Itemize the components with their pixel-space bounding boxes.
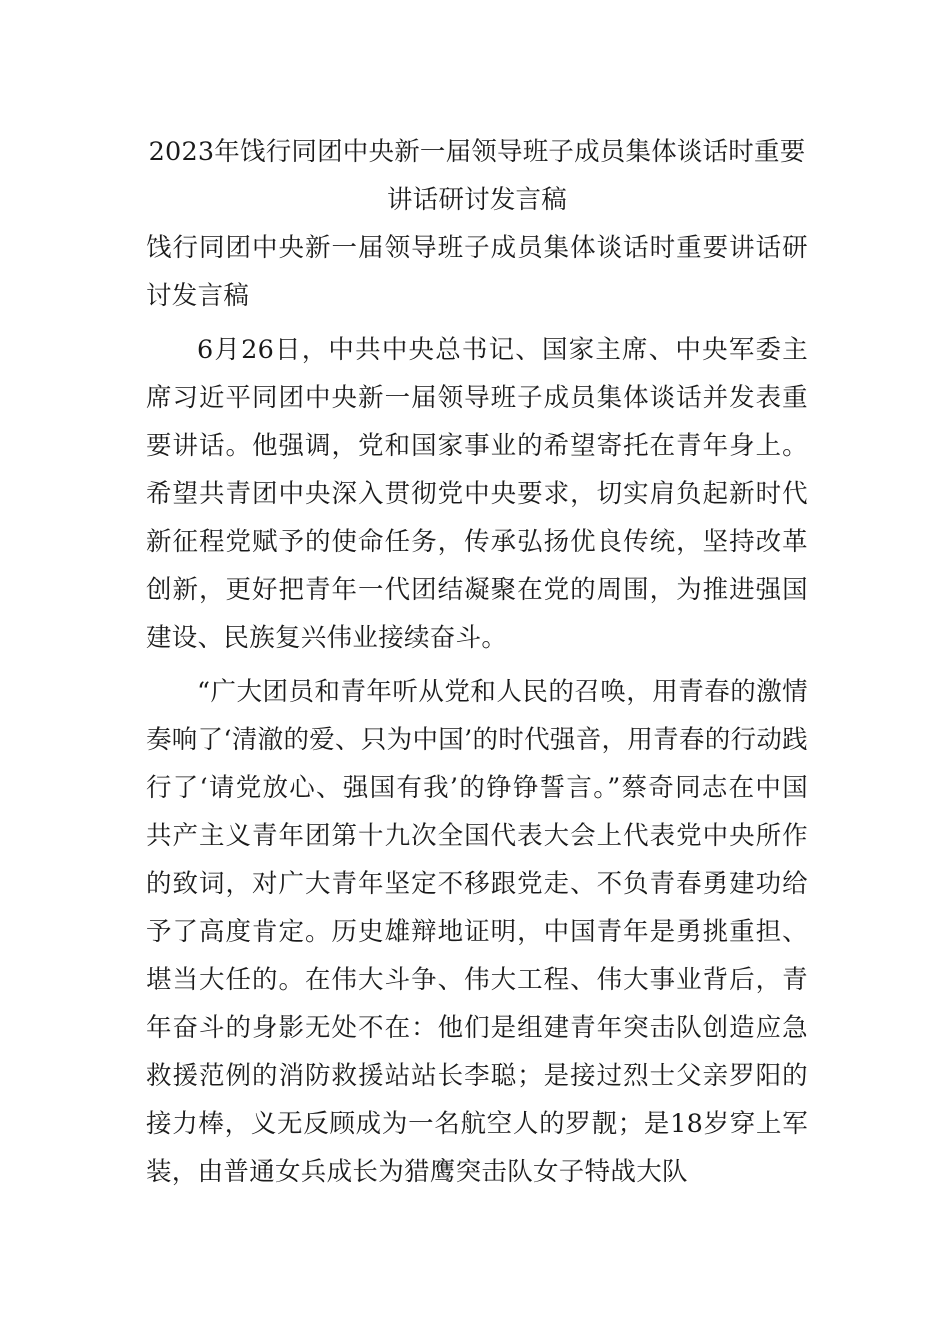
- document-page: [146, 128, 808, 1196]
- body-paragraph-2: “广大团员和青年听从党和人民的召唤，用青春的激情奏响了‘清澈的爱、只为中国’的时代强音，用青春的行动践行了‘请党放心、强国有我’的铮铮誓言。”蔡奇同志在中国共产主义青年团第十九次全国代表大会上代表党中央所作的致词，对广大青年坚定不移跟党走、不负青春勇建功给予了高度肯定。历史雄辩地证明，中国青年是勇挑重担、堪当大任的。在伟大斗争、伟大工程、伟大事业背后，青年奋斗的身影无处不在：他们是组建青年突击队创造应急救援范例的消防救援站站长李聪；是接过烈士父亲罗阳的接力棒，义无反顾成为一名航空人的罗靓；是18岁穿上军装，由普通女兵成长为猎鹰突击队女子特战大队: [146, 677, 808, 1187]
- body-paragraph-1: 6月26日，中共中央总书记、国家主席、中央军委主席习近平同团中央新一届领导班子成员集体谈话并发表重要讲话。他强调，党和国家事业的希望寄托在青年身上。希望共青团中央深入贯彻党中央要求，切实肩负起新时代新征程党赋予的使命任务，传承弘扬优良传统，坚持改革创新，更好把青年一代团结凝聚在党的周围，为推进强国建设、民族复兴伟业接续奋斗。: [146, 335, 808, 653]
- document-subtitle: 饯行同团中央新一届领导班子成员集体谈话时重要讲话研讨发言稿: [146, 233, 808, 311]
- document-title: 2023年饯行同团中央新一届领导班子成员集体谈话时重要讲话研讨发言稿: [148, 137, 806, 215]
